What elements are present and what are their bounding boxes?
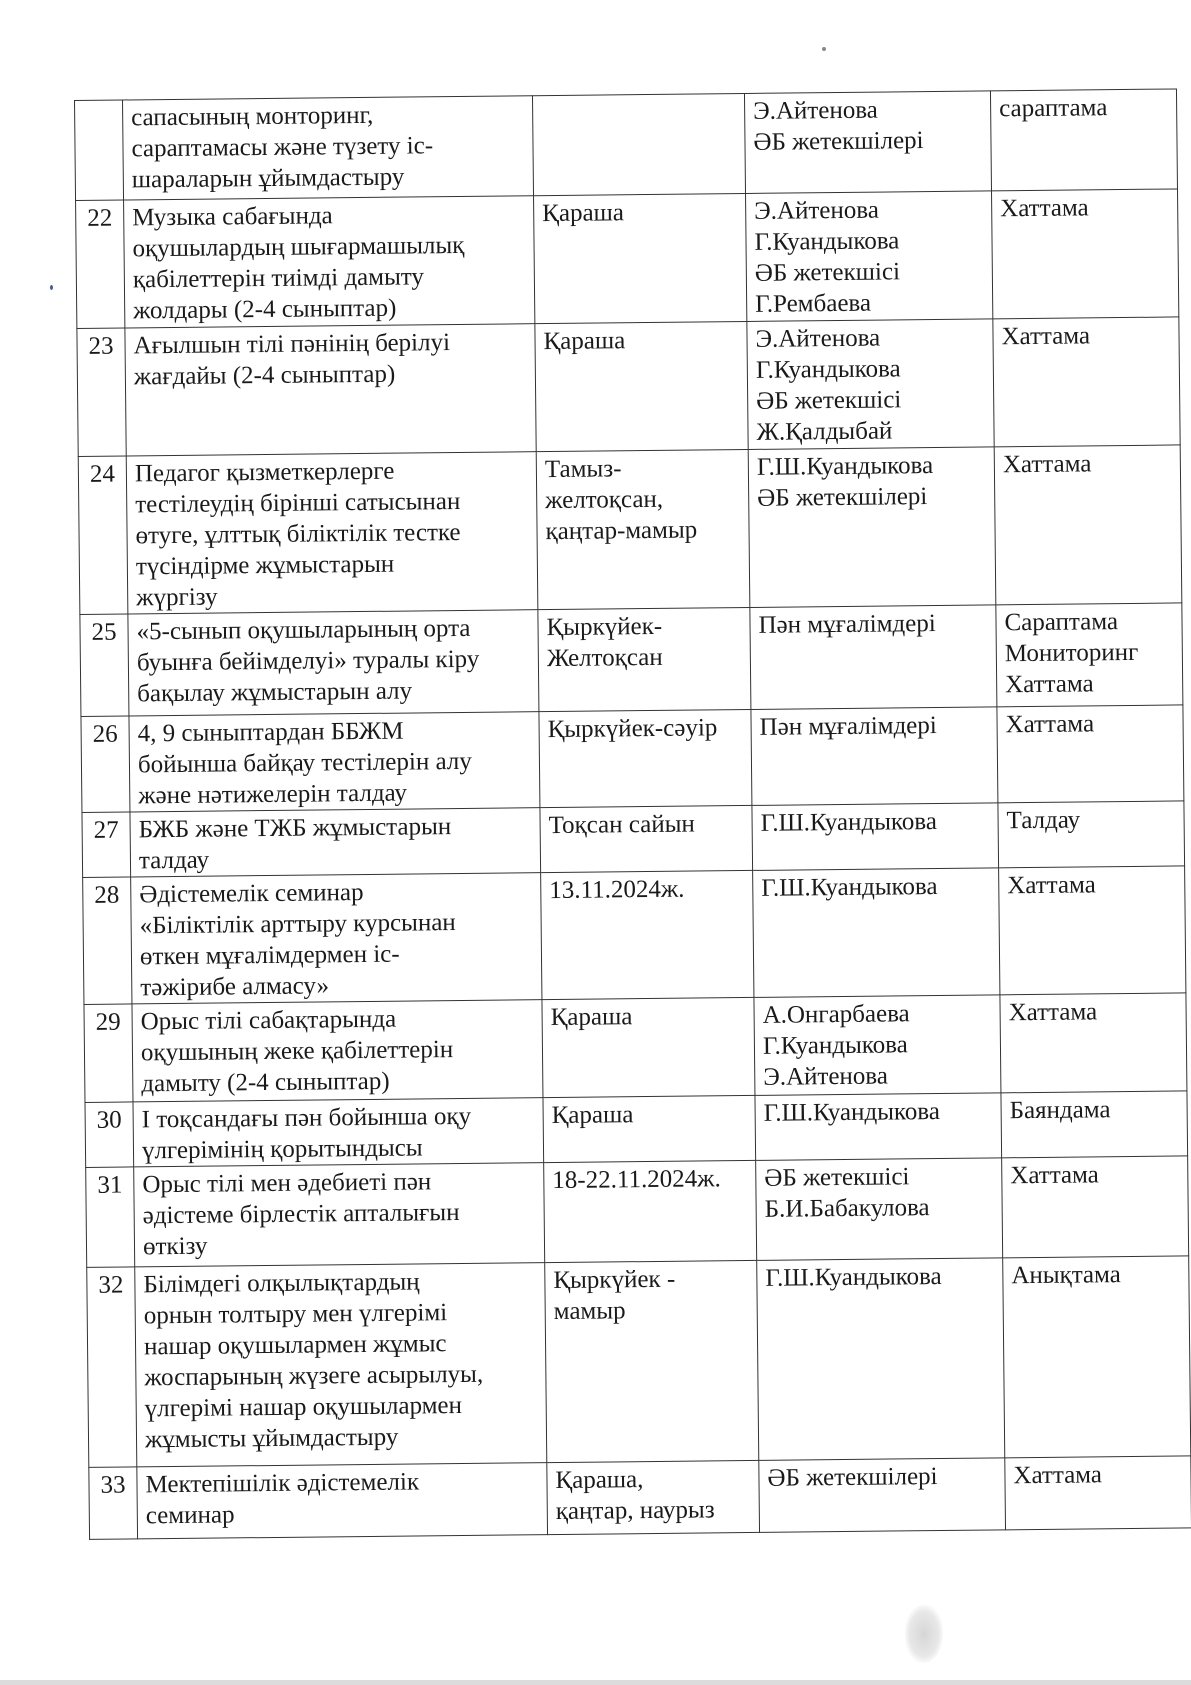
resp-cell	[750, 605, 997, 710]
event-line: оқушылардың шығармашылық	[132, 231, 465, 263]
event-line: буынға бейімделуі» туралы кіру	[136, 645, 480, 677]
resp-line: Г.Куандыкова	[762, 1031, 908, 1060]
event-line: семинар	[145, 1501, 235, 1530]
result-line: Хаттама	[1000, 194, 1089, 223]
resp-line: ӘБ жетекшілері	[753, 127, 924, 156]
event-line: әдістеме бірлестік апталығын	[142, 1199, 460, 1230]
resp-line: Г.Ш.Куандыкова	[756, 452, 934, 481]
event-line: дамыту (2-4 сыныптар)	[141, 1067, 390, 1098]
result-cell	[999, 866, 1186, 995]
scan-bottom-edge	[0, 1680, 1191, 1685]
term-line: Қараша	[543, 327, 626, 356]
resp-line: А.Онгарбаева	[762, 1000, 910, 1029]
event-line: Ағылшын тілі пәнінің берілуі	[133, 329, 451, 360]
table-row	[77, 317, 1180, 457]
result-line: Хаттама	[1008, 998, 1098, 1027]
resp-line: Э.Айтенова	[753, 96, 878, 125]
term-line: Қыркүйек-сәуір	[547, 714, 718, 744]
table-row	[87, 1256, 1191, 1468]
result-cell	[1005, 1456, 1191, 1530]
resp-line: ӘБ жетекшісі	[756, 386, 902, 415]
result-cell	[990, 89, 1177, 191]
event-line: жүргізу	[136, 583, 218, 612]
result-cell	[992, 189, 1179, 319]
resp-cell	[759, 1458, 1006, 1533]
result-line: Хаттама	[1001, 322, 1091, 351]
event-cell	[137, 1463, 548, 1539]
result-line: Хаттама	[1005, 710, 1095, 739]
resp-line: Г.Ш.Куандыкова	[763, 1097, 941, 1127]
term-cell	[534, 193, 747, 323]
table-row	[89, 1456, 1191, 1540]
event-line: бойынша байқау тестілерін алу	[137, 747, 472, 779]
resp-line: Э.Айтенова	[755, 324, 881, 353]
result-cell	[997, 705, 1184, 803]
event-cell	[126, 452, 538, 614]
table-row	[81, 705, 1184, 813]
resp-line: Б.И.Бабакулова	[764, 1194, 930, 1223]
row-number: 31	[86, 1167, 135, 1267]
scan-speck	[822, 47, 826, 51]
event-line: өтуге, ұлттық біліктілік тестке	[135, 518, 461, 550]
table-row	[75, 89, 1178, 201]
event-line: тәжірибе алмасу»	[140, 972, 330, 1002]
term-cell	[532, 93, 745, 195]
resp-line: Э.Айтенова	[763, 1062, 889, 1091]
event-cell	[133, 1098, 544, 1167]
result-cell	[998, 801, 1185, 868]
term-line: қаңтар-мамыр	[545, 516, 698, 546]
term-line: желтоқсан,	[545, 485, 664, 515]
event-line: БЖБ және ТЖБ жұмыстарын	[138, 813, 452, 844]
resp-cell	[757, 1258, 1005, 1461]
term-line: Тамыз-	[544, 455, 622, 484]
event-cell	[131, 873, 542, 1004]
term-line: Қыркүйек-	[546, 612, 663, 642]
resp-cell	[752, 803, 999, 871]
event-line: өткізу	[142, 1232, 208, 1261]
event-line: «Біліктілік арттыру курсынан	[139, 909, 456, 940]
event-line: қабілеттерін тиімді дамыту	[132, 263, 425, 294]
event-line: талдау	[138, 846, 210, 875]
resp-line: Г.Ш.Куандыкова	[761, 873, 938, 902]
row-number	[75, 100, 124, 200]
event-cell	[134, 1163, 545, 1267]
event-line: нашар оқушылармен жұмыс	[143, 1330, 447, 1361]
event-line: үлгерімінің қорытындысы	[141, 1134, 423, 1165]
resp-line: ӘБ жетекшісі	[764, 1163, 910, 1192]
term-line: қаңтар, наурыз	[555, 1496, 715, 1526]
term-cell	[544, 1160, 757, 1262]
event-line: және нәтижелерін талдау	[138, 779, 408, 810]
term-cell	[535, 321, 748, 451]
term-line: Қараша	[551, 1101, 634, 1130]
event-cell	[130, 808, 541, 877]
event-line: сараптамасы және түзету іс-	[131, 132, 434, 163]
table-row	[82, 801, 1185, 878]
term-cell	[545, 1260, 759, 1462]
event-line: 4, 9 сыныптардан ББЖМ	[137, 717, 404, 748]
resp-line: Г.Рембаева	[755, 289, 872, 318]
resp-cell	[744, 91, 991, 194]
resp-cell	[754, 995, 1001, 1096]
resp-line: Г.Куандыкова	[754, 227, 900, 256]
event-line: Педагог қызметкерлерге	[134, 457, 395, 488]
event-line: үлгерімі нашар оқушылармен	[144, 1392, 463, 1423]
resp-line: Ж.Қалдыбай	[756, 417, 893, 446]
event-line: жоспарының жүзеге асырылуы,	[144, 1360, 484, 1392]
resp-line: ӘБ жетекшілері	[757, 483, 928, 512]
row-number: 26	[81, 716, 130, 812]
resp-cell	[753, 868, 1000, 998]
resp-line: Г.Ш.Куандыкова	[760, 808, 938, 837]
term-cell	[540, 805, 753, 872]
result-cell	[996, 603, 1183, 707]
event-cell	[135, 1263, 547, 1467]
event-line: сапасының монторинг,	[131, 101, 374, 132]
term-cell	[536, 449, 750, 609]
result-line: Хаттама	[1010, 1161, 1099, 1190]
event-cell	[123, 96, 534, 200]
scan-speck	[50, 285, 53, 290]
event-line: Музыка сабағында	[132, 202, 333, 232]
term-line: Қараша,	[555, 1466, 644, 1495]
row-number: 27	[82, 812, 131, 877]
event-line: жағдайы (2-4 сыныптар)	[133, 360, 396, 391]
event-line: Орыс тілі мен әдебиеті пән	[142, 1168, 432, 1199]
term-cell	[539, 709, 752, 807]
term-line: Қараша	[542, 199, 625, 228]
term-line: мамыр	[553, 1297, 626, 1326]
event-line: бақылау жұмыстарын алу	[137, 677, 413, 708]
event-line: түсіндірме жұмыстарын	[135, 550, 395, 581]
resp-cell	[756, 1158, 1003, 1261]
result-cell	[993, 317, 1180, 447]
event-line: Білімдегі олқылықтардың	[143, 1268, 420, 1299]
resp-line: Г.Ш.Куандыкова	[765, 1262, 942, 1292]
row-number: 29	[84, 1004, 133, 1102]
term-line: 18-22.11.2024ж.	[552, 1165, 721, 1195]
result-cell	[994, 445, 1182, 605]
resp-line: ӘБ жетекшісі	[754, 258, 901, 287]
event-cell	[124, 196, 535, 328]
event-line: тестілеудің бірінші сатысынан	[135, 487, 461, 519]
term-cell	[538, 607, 751, 711]
event-cell	[132, 1000, 543, 1102]
result-line: Сараптама	[1004, 608, 1119, 637]
term-cell	[541, 870, 754, 999]
event-line: «5-сынып оқушыларының орта	[136, 614, 471, 646]
term-line: Желтоқсан	[546, 643, 663, 673]
table-row	[85, 1091, 1188, 1168]
plan-table	[74, 88, 1191, 1539]
resp-line: Пән мұғалімдері	[758, 610, 936, 639]
resp-line: ӘБ жетекшілері	[767, 1463, 938, 1492]
resp-line: Г.Куандыкова	[755, 355, 901, 384]
result-line: Хаттама	[1005, 670, 1094, 699]
result-cell	[1002, 1156, 1189, 1258]
term-cell	[542, 997, 755, 1097]
event-line: Мектепішілік әдістемелік	[145, 1468, 420, 1499]
row-number: 24	[78, 456, 128, 614]
result-line: Анықтама	[1011, 1261, 1121, 1290]
resp-cell	[746, 191, 993, 322]
table-row	[86, 1156, 1189, 1268]
row-number: 23	[77, 328, 126, 456]
term-line: Қыркүйек -	[553, 1265, 676, 1295]
resp-cell	[748, 447, 996, 608]
term-line: 13.11.2024ж.	[549, 875, 685, 905]
table-row	[83, 866, 1186, 1005]
row-number: 33	[89, 1467, 138, 1539]
event-line: жұмысты ұйымдастыру	[144, 1423, 399, 1454]
result-line: Хаттама	[1007, 871, 1096, 900]
term-line: Тоқсан сайын	[548, 810, 695, 840]
event-line: орнын толтыру мен үлгерімі	[143, 1299, 448, 1330]
event-line: жолдары (2-4 сыныптар)	[133, 294, 397, 325]
result-line: сараптама	[999, 94, 1108, 123]
event-line: Әдістемелік семинар	[139, 879, 364, 909]
result-line: Хаттама	[1013, 1461, 1103, 1490]
term-line: Қараша	[550, 1003, 633, 1032]
table-row	[76, 189, 1179, 329]
result-cell	[1003, 1256, 1191, 1458]
resp-cell	[751, 707, 998, 806]
result-cell	[1000, 993, 1187, 1093]
term-cell	[543, 1095, 756, 1162]
scan-smudge	[905, 1605, 943, 1663]
event-line: оқушының жеке қабілеттерін	[140, 1036, 454, 1067]
table-row	[84, 993, 1187, 1103]
event-line: шараларын ұйымдастыру	[131, 163, 405, 194]
row-number: 22	[76, 200, 125, 328]
table-row	[78, 445, 1182, 615]
plan-table-body	[75, 89, 1191, 1539]
row-number: 32	[87, 1267, 137, 1467]
term-cell	[547, 1460, 760, 1534]
table-row	[80, 603, 1183, 717]
event-cell	[129, 712, 540, 812]
resp-cell	[755, 1093, 1002, 1161]
event-line: Орыс тілі сабақтарында	[140, 1005, 397, 1036]
resp-line: Пән мұғалімдері	[759, 712, 937, 741]
resp-line: Э.Айтенова	[754, 196, 880, 225]
row-number: 28	[83, 877, 132, 1004]
event-line: І тоқсандағы пән бойынша оқу	[141, 1102, 472, 1134]
row-number: 25	[80, 614, 129, 716]
event-cell	[128, 610, 539, 716]
result-line: Баяндама	[1009, 1096, 1111, 1125]
resp-cell	[747, 319, 994, 450]
event-cell	[125, 324, 536, 456]
plan-table-sheet	[74, 88, 1191, 1539]
result-line: Талдау	[1006, 806, 1081, 835]
result-line: Хаттама	[1002, 450, 1092, 479]
result-cell	[1001, 1091, 1188, 1158]
row-number: 30	[85, 1102, 134, 1167]
result-line: Мониторинг	[1004, 638, 1139, 668]
event-line: өткен мұғалімдермен іс-	[139, 940, 400, 971]
